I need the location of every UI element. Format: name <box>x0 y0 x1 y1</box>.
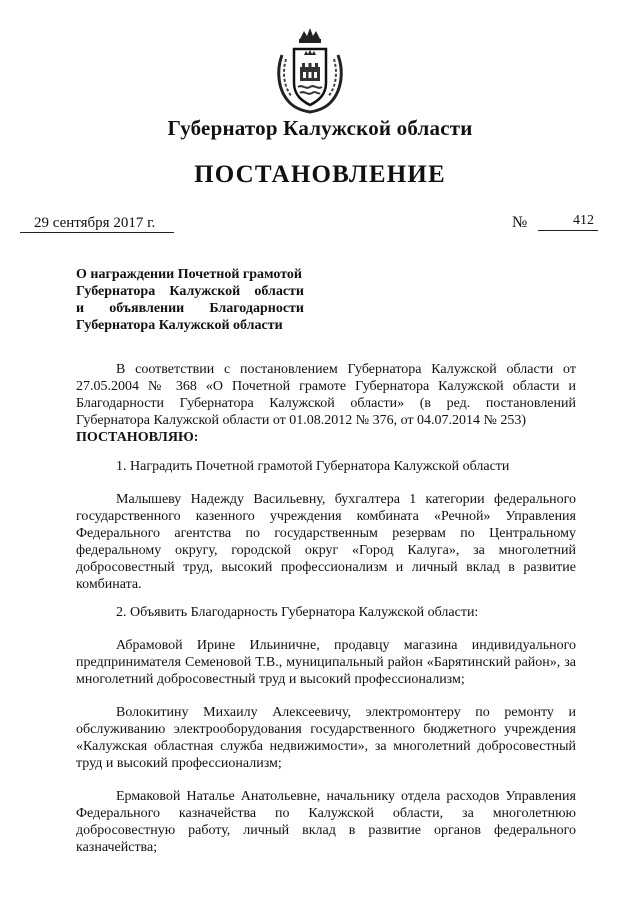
section-2-item <box>76 704 576 772</box>
subject-line: О награждении Почетной грамотой <box>76 267 302 282</box>
document-subject <box>76 266 304 334</box>
gratitude-paragraph: Абрамовой Ирине Ильиничне, продавцу магазина индивидуального предпринимателя Семеновой Т.В., муниципальный район «Барятинский район», за многолетний добросовестный труд и высокий профессионализм; <box>76 638 576 687</box>
gratitude-paragraph: Волокитину Михаилу Алексеевичу, электромонтеру по ремонту и обслуживанию электрооборудования государственного бюджетного учреждения «Калужская областная служба недвижимости», за многолетний добросовестный труд и высокий профессионализм; <box>76 705 576 771</box>
preamble-paragraph <box>76 361 576 446</box>
gratitude-paragraph: Ермаковой Наталье Анатольевне, начальнику отдела расходов Управления Федерального казначейства по Калужской области, за многолетнюю добросовестную работу, личный вклад в развитие органов федерального казначейства; <box>76 789 576 855</box>
document-number: 412 <box>538 212 598 231</box>
section-2-heading-block <box>76 604 576 621</box>
subject-line: Губернатора Калужской области <box>76 318 283 333</box>
section-1-heading-block <box>76 458 576 475</box>
number-sign: № <box>512 214 528 231</box>
document-date: 29 сентября 2017 г. <box>20 214 174 233</box>
decree-word: ПОСТАНОВЛЯЮ: <box>76 430 199 445</box>
preamble-block <box>76 361 576 446</box>
section-1-heading: 1. Наградить Почетной грамотой Губернатора Калужской области <box>116 459 510 474</box>
section-2-item <box>76 637 576 688</box>
section-1-awardee <box>76 491 576 593</box>
section-2-heading: 2. Объявить Благодарность Губернатора Калужской области: <box>116 605 479 620</box>
subject-line: Губернатора Калужской области <box>76 284 304 299</box>
section-2-item <box>76 788 576 856</box>
coat-of-arms-emblem <box>274 25 346 115</box>
document-type-title: ПОСТАНОВЛЕНИЕ <box>194 161 446 188</box>
preamble-text: В соответствии с постановлением Губернатора Калужской области от 27.05.2004 № 368 «О Почетной грамоте Губернатора Калужской области и Благодарности Губернатора Калужской области» (в ред. постановлений Губернатора Калужской области от 01.08.2012 № 376, от 04.07.2014 № 253) <box>76 362 576 428</box>
subject-line: и объявлении Благодарности <box>76 301 304 316</box>
issuing-authority: Губернатор Калужской области <box>167 116 473 140</box>
awardee-paragraph: Малышеву Надежду Васильевну, бухгалтера 1 категории федерального государственного казенного учреждения комбината «Речной» Управления Федерального агентства по государственным резервам по Центральному федеральному округу, городской округ «Город Калуга», за многолетний добросовестный труд, высокий профессионализм и личный вклад в развитие комбината. <box>76 492 576 592</box>
